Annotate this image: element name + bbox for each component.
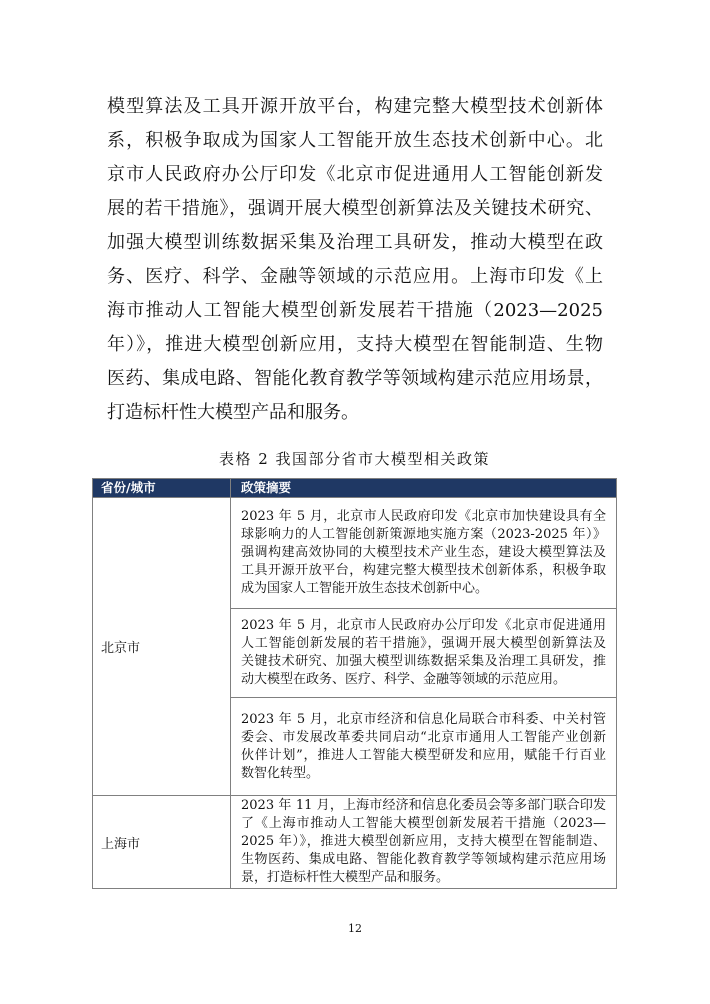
paragraph-line: 打造标杆性大模型产品和服务。 [107, 402, 359, 423]
paragraph-line: 务、医疗、科学、金融等领域的示范应用。上海市印发《上 [107, 266, 603, 287]
policy-line: 生物医药、集成电路、智能化教育教学等领域构建示范应用场 [241, 852, 606, 867]
policy-cell [231, 498, 617, 609]
body-paragraph [107, 90, 603, 430]
policy-cell [231, 698, 617, 796]
policy-line: 成为国家人工智能开放生态技术创新中心。 [241, 581, 489, 596]
policy-table [92, 478, 617, 889]
header-region: 省份/城市 [93, 479, 231, 498]
policy-line: 景，打造标杆性大模型产品和服务。 [241, 870, 450, 885]
policy-line: 关键技术研究、加强大模型训练数据采集及治理工具研发，推 [241, 654, 606, 669]
region-cell-beijing: 北京市 [93, 498, 231, 796]
policy-line: 强调构建高效协同的大模型技术产业生态，建设大模型算法及 [241, 545, 606, 560]
paragraph-line: 展的若干措施》，强调开展大模型创新算法及关键技术研究、 [107, 198, 603, 219]
policy-line: 委会、市发展改革委共同启动“北京市通用人工智能产业创新 [241, 729, 606, 745]
policy-line: 工具开源开放平台，构建完整大模型技术创新体系，积极争取 [241, 563, 606, 578]
policy-line: 球影响力的人工智能创新策源地实施方案（2023-2025 年）》 [241, 527, 606, 542]
header-summary: 政策摘要 [231, 479, 617, 498]
table-caption: 表格 2 我国部分省市大模型相关政策 [218, 450, 491, 468]
policy-cell [231, 796, 617, 889]
policy-line: 2023 年 11 月，上海市经济和信息化委员会等多部门联合印发 [241, 798, 606, 813]
policy-line: 2023 年 5 月，北京市人民政府办公厅印发《北京市促进通用 [241, 618, 606, 633]
page-number: 12 [348, 922, 362, 935]
table-header-row [93, 479, 617, 498]
table-row [93, 498, 617, 609]
policy-line: 2023 年 5 月，北京市人民政府印发《北京市加快建设具有全 [241, 509, 606, 524]
paragraph-line: 模型算法及工具开源开放平台，构建完整大模型技术创新体 [107, 96, 603, 117]
table-row [93, 796, 617, 889]
policy-line: 人工智能创新发展的若干措施》，强调开展大模型创新算法及 [241, 636, 606, 651]
policy-line: 动大模型在政务、医疗、科学、金融等领域的示范应用。 [241, 672, 567, 687]
paragraph-line: 系，积极争取成为国家人工智能开放生态技术创新中心。北 [107, 130, 603, 151]
policy-cell [231, 609, 617, 698]
paragraph-line: 医药、集成电路、智能化教育教学等领域构建示范应用场景， [107, 368, 603, 389]
region-cell-shanghai: 上海市 [93, 796, 231, 889]
policy-line: 数智化转型。 [241, 765, 320, 781]
paragraph-line: 京市人民政府办公厅印发《北京市促进通用人工智能创新发 [107, 164, 603, 185]
paragraph-line: 海市推动人工智能大模型创新发展若干措施（2023—2025 [107, 300, 603, 321]
paragraph-line: 年）》，推进大模型创新应用，支持大模型在智能制造、生物 [107, 334, 603, 355]
policy-line: 伙伴计划”，推进人工智能大模型研发和应用，赋能千行百业 [241, 747, 606, 763]
policy-line: 2025 年）》，推进大模型创新应用，支持大模型在智能制造、 [241, 834, 606, 849]
paragraph-line: 加强大模型训练数据采集及治理工具研发，推动大模型在政 [107, 232, 603, 253]
policy-line: 2023 年 5 月，北京市经济和信息化局联合市科委、中关村管 [241, 711, 606, 727]
policy-line: 了《上海市推动人工智能大模型创新发展若干措施（2023— [241, 816, 606, 831]
